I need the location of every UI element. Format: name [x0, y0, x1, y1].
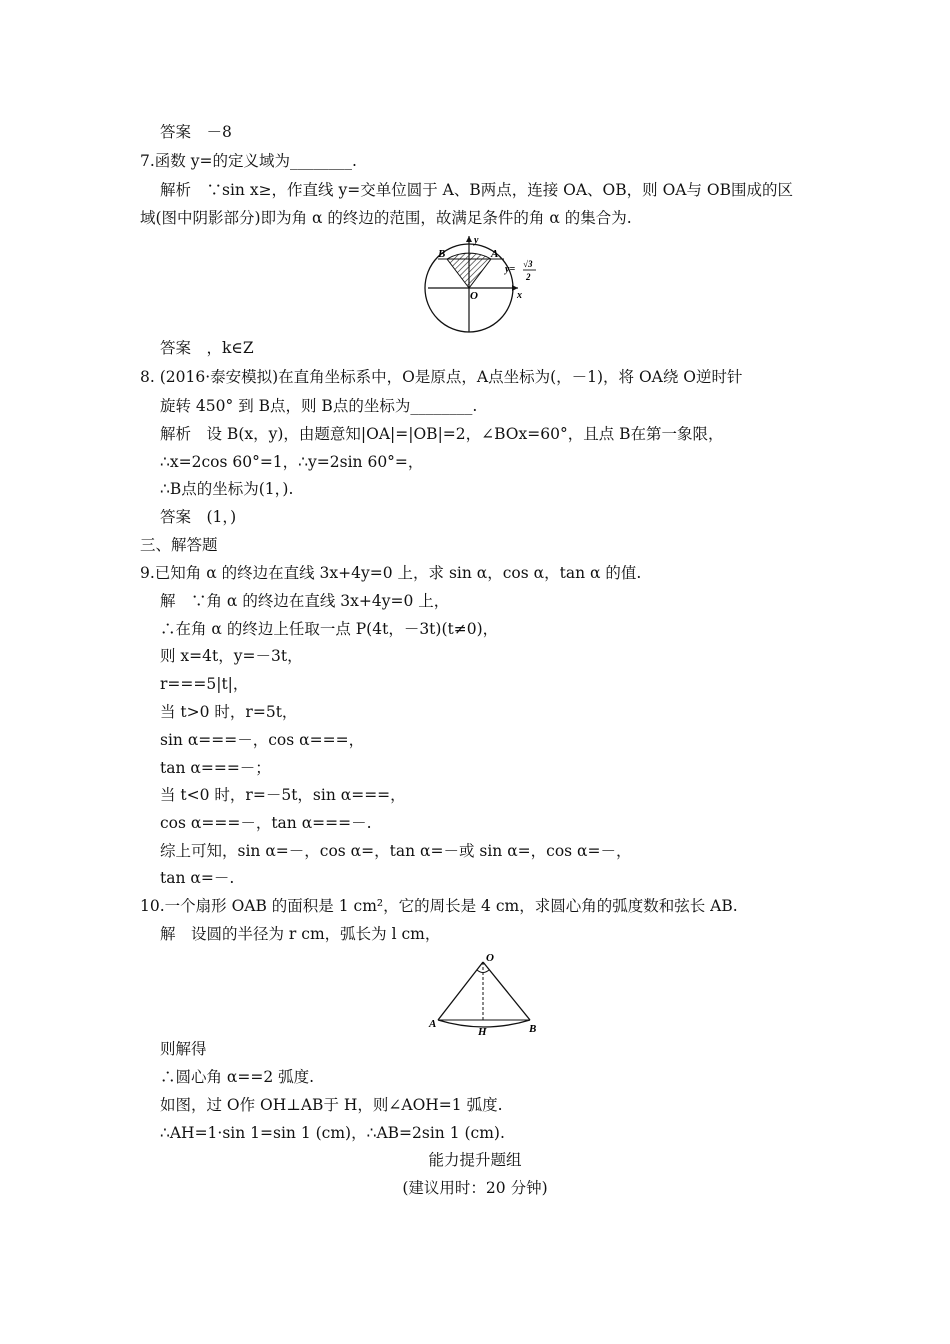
radius-ob [483, 962, 530, 1020]
point-b-label: B [529, 1023, 537, 1035]
analysis-8-line1: 解析 设 B(x，y)，由题意知|OA|=|OB|=2，∠BOx=60°，且点 B在第一象限， [160, 425, 724, 443]
point-b-label: B [438, 248, 446, 260]
equation-numerator: √3 [523, 259, 533, 269]
sector-figure [426, 950, 542, 1036]
suggested-time: (建议用时：20 分钟) [402, 1179, 548, 1197]
answer-8: 答案 (1，) [160, 508, 237, 526]
question-10: 10.一个扇形 OAB 的面积是 1 cm²，它的周长是 4 cm，求圆心角的弧度数和弦长 AB. [140, 897, 738, 915]
question-8-line2: 旋转 450° 到 B点，则 B点的坐标为________. [160, 397, 478, 415]
solution-9-line7: tan α===－； [160, 759, 271, 777]
point-a-label: A [429, 1018, 437, 1030]
point-h-label: H [478, 1026, 487, 1036]
solution-9-line4: r===5|t|， [160, 675, 249, 693]
solution-9-line6: sin α===－，cos α===， [160, 731, 365, 749]
solution-9-line9: cos α===－，tan α===－. [160, 814, 372, 832]
shaded-sector [447, 253, 491, 288]
section-title: 能力提升题组 [428, 1151, 522, 1169]
section-heading: 三、解答题 [140, 536, 218, 554]
answer-6: 答案 －8 [160, 123, 232, 141]
question-8-line1: 8. (2016·泰安模拟)在直角坐标系中，O是原点，A点坐标为(，－1)，将 OA绕 O逆时针 [140, 368, 743, 386]
angle-mark [477, 970, 489, 973]
analysis-7-line1: 解析 ∵sin x≥，作直线 y=交单位圆于 A、B两点，连接 OA、OB，则 OA与 OB围成的区 [160, 181, 794, 199]
solution-9-line8: 当 t<0 时，r=－5t，sin α===， [160, 786, 406, 804]
solution-10-line4: 如图，过 O作 OH⊥AB于 H，则∠AOH=1 弧度. [160, 1096, 503, 1114]
question-9: 9.已知角 α 的终边在直线 3x+4y=0 上，求 sin α，cos α，tan α 的值. [140, 564, 642, 582]
point-o-label: O [486, 952, 494, 964]
solution-10-line3: ∴圆心角 α==2 弧度. [160, 1068, 315, 1086]
unit-circle-figure [424, 232, 539, 334]
radius-oa [438, 962, 483, 1020]
solution-10-line2: 则解得 [160, 1040, 207, 1058]
origin-label: O [470, 290, 478, 302]
point-a-label: A [491, 248, 499, 260]
analysis-8-line2: ∴x=2cos 60°=1，∴y=2sin 60°=， [160, 453, 424, 471]
analysis-7-line2: 域(图中阴影部分)即为角 α 的终边的范围，故满足条件的角 α 的集合为. [140, 209, 632, 227]
solution-9-line3: 则 x=4t，y=－3t， [160, 647, 303, 665]
equation-y-label: y= [505, 264, 516, 275]
solution-9-line10: 综上可知，sin α=－，cos α=，tan α=－或 sin α=，cos α=－， [160, 842, 632, 860]
solution-9-line1: 解 ∵角 α 的终边在直线 3x+4y=0 上， [160, 592, 450, 610]
answer-7: 答案 ，k∈Z [160, 339, 254, 357]
solution-9-line11: tan α=－. [160, 869, 235, 887]
x-axis-label: x [517, 290, 522, 301]
analysis-8-line3: ∴B点的坐标为(1，). [160, 480, 294, 498]
solution-10-line1: 解 设圆的半径为 r cm，弧长为 l cm， [160, 925, 441, 943]
solution-9-line5: 当 t>0 时，r=5t， [160, 703, 298, 721]
solution-10-line5: ∴AH=1·sin 1=sin 1 (cm)，∴AB=2sin 1 (cm). [160, 1124, 505, 1142]
y-axis-label: y [474, 235, 479, 246]
question-7: 7.函数 y=的定义域为________. [140, 152, 357, 170]
solution-9-line2: ∴在角 α 的终边上任取一点 P(4t，－3t)(t≠0)， [160, 620, 499, 638]
equation-denominator: 2 [526, 272, 531, 282]
